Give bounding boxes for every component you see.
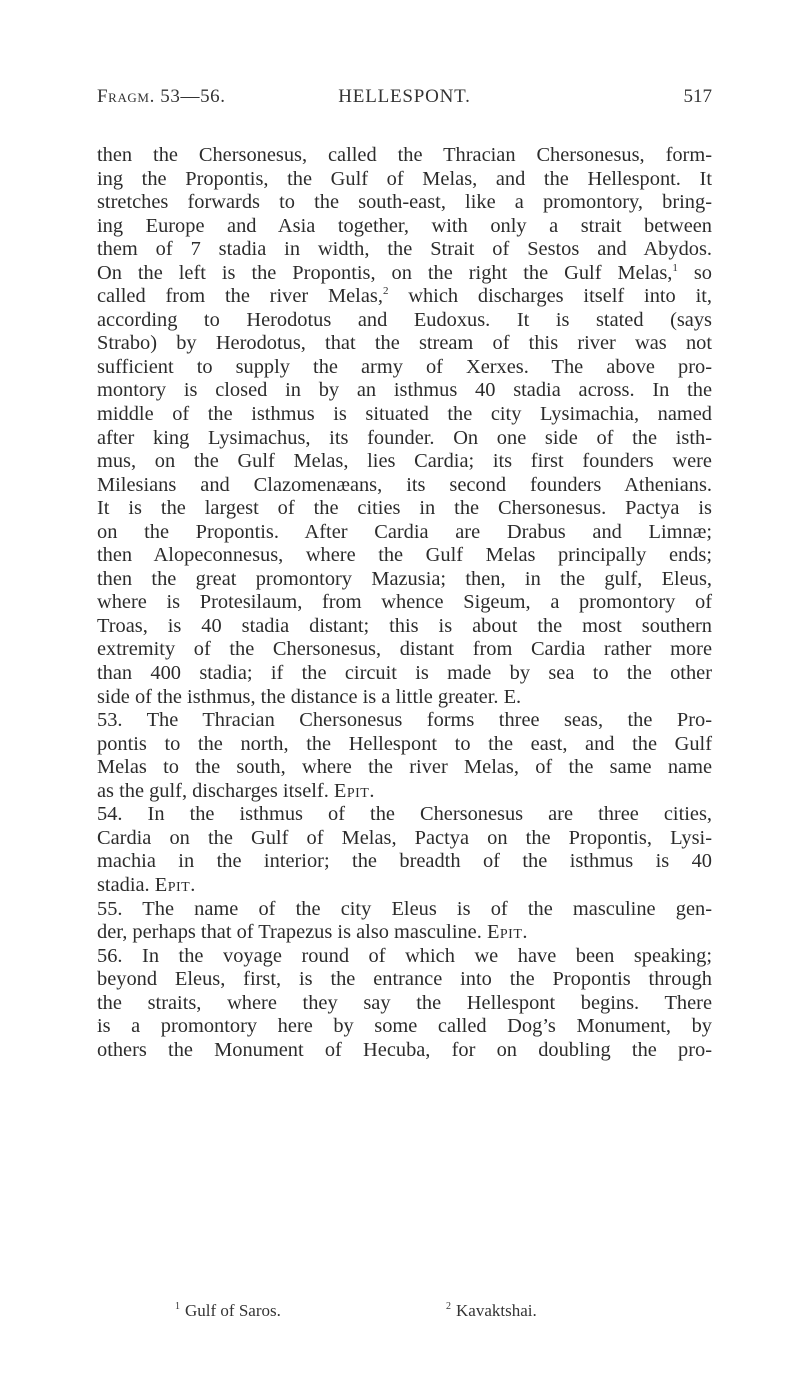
footnote-text: Gulf of Saros. (185, 1301, 281, 1320)
text-line: pontis to the north, the Hellespont to the east, and the Gulf (97, 732, 712, 755)
footnote-2 (446, 1301, 537, 1321)
text-line: on the Propontis. After Cardia are Drabus and Limnæ; (97, 520, 712, 543)
text-line: then Alopeconnesus, where the Gulf Melas principally ends; (97, 544, 712, 567)
footnote-ref-1: 1 (672, 261, 678, 274)
footnote-1 (175, 1301, 281, 1321)
text-line: than 400 stadia; if the circuit is made by sea to the other (97, 662, 712, 685)
text-line: side of the isthmus, the distance is a little greater. E. (97, 685, 522, 708)
text-line: middle of the isthmus is situated the city Lysimachia, named (97, 403, 712, 426)
text-segment: On the left is the Propontis, on the right the Gulf Melas, (97, 261, 673, 284)
text-line: 56. In the voyage round of which we have been speaking; (97, 944, 712, 967)
text-segment: stadia. (97, 873, 150, 896)
text-line: then the great promontory Mazusia; then, in the gulf, Eleus, (97, 567, 712, 590)
footnote-ref-2: 2 (382, 285, 389, 298)
text-line: sufficient to supply the army of Xerxes. The above pro- (97, 355, 712, 378)
text-line: where is Protesilaum, from whence Sigeum, a promontory of (97, 591, 712, 614)
text-line: the straits, where they say the Hellespont begins. There (97, 991, 712, 1014)
epit-label: Epit. (333, 779, 375, 802)
text-line: Milesians and Clazomenæans, its second founders Athenians. (97, 473, 712, 496)
text-segment: so (693, 261, 712, 284)
text-line: Troas, is 40 stadia distant; this is about the most southern (97, 614, 712, 637)
text-segment: which discharges itself into it, (408, 285, 712, 308)
text-line: ing the Propontis, the Gulf of Melas, and the Hellespont. It (97, 167, 712, 190)
footnote-mark: 1 (175, 1301, 180, 1312)
footnotes (0, 1301, 800, 1325)
epit-label: Epit. (154, 873, 196, 896)
text-line: machia in the interior; the breadth of the isthmus is 40 (97, 850, 712, 873)
page-number: 517 (683, 86, 712, 107)
text-segment: der, perhaps that of Trapezus is also masculine. (97, 921, 482, 944)
running-header (97, 86, 712, 116)
text-line-epit (97, 921, 712, 945)
text-line: others the Monument of Hecuba, for on doubling the pro- (97, 1038, 712, 1061)
text-line: then the Chersonesus, called the Thracian Chersonesus, form- (97, 144, 712, 166)
text-line-with-note-1 (97, 262, 712, 286)
text-line: after king Lysimachus, its founder. On one side of the isth- (97, 426, 712, 449)
text-line: 55. The name of the city Eleus is of the masculine gen- (97, 897, 712, 920)
text-line: stretches forwards to the south-east, like a promontory, bring- (97, 191, 712, 214)
text-line: montory is closed in by an isthmus 40 stadia across. In the (97, 379, 712, 402)
text-line-epit (97, 780, 712, 804)
text-line-with-note-2 (97, 285, 712, 309)
text-segment: as the gulf, discharges itself. (97, 779, 329, 802)
text-line: 53. The Thracian Chersonesus forms three seas, the Pro- (97, 709, 712, 732)
text-line: according to Herodotus and Eudoxus. It is stated (says (97, 308, 712, 331)
text-line: It is the largest of the cities in the Chersonesus. Pactya is (97, 497, 712, 520)
text-line: Cardia on the Gulf of Melas, Pactya on the Propontis, Lysi- (97, 826, 712, 849)
main-text (97, 144, 712, 1062)
text-line: ing Europe and Asia together, with only a strait between (97, 214, 712, 237)
fragment-range: Fragm. 53—56. (97, 86, 226, 107)
text-line: them of 7 stadia in width, the Strait of Sestos and Abydos. (97, 238, 712, 261)
text-line: Strabo) by Herodotus, that the stream of this river was not (97, 332, 712, 355)
text-line: is a promontory here by some called Dog’s Monument, by (97, 1015, 712, 1038)
footnote-mark: 2 (446, 1301, 451, 1312)
text-line: extremity of the Chersonesus, distant from Cardia rather more (97, 638, 712, 661)
text-segment: called from the river Melas, (97, 285, 383, 308)
page-title: HELLESPONT. (338, 86, 471, 107)
footnote-text: Kavaktshai. (456, 1301, 537, 1320)
text-line: 54. In the isthmus of the Chersonesus are three cities, (97, 803, 712, 826)
text-line: beyond Eleus, first, is the entrance into the Propontis through (97, 968, 712, 991)
text-line: Melas to the south, where the river Melas, of the same name (97, 756, 712, 779)
text-line: mus, on the Gulf Melas, lies Cardia; its first founders were (97, 450, 712, 473)
epit-label: Epit. (486, 921, 528, 944)
text-line-epit (97, 874, 712, 898)
